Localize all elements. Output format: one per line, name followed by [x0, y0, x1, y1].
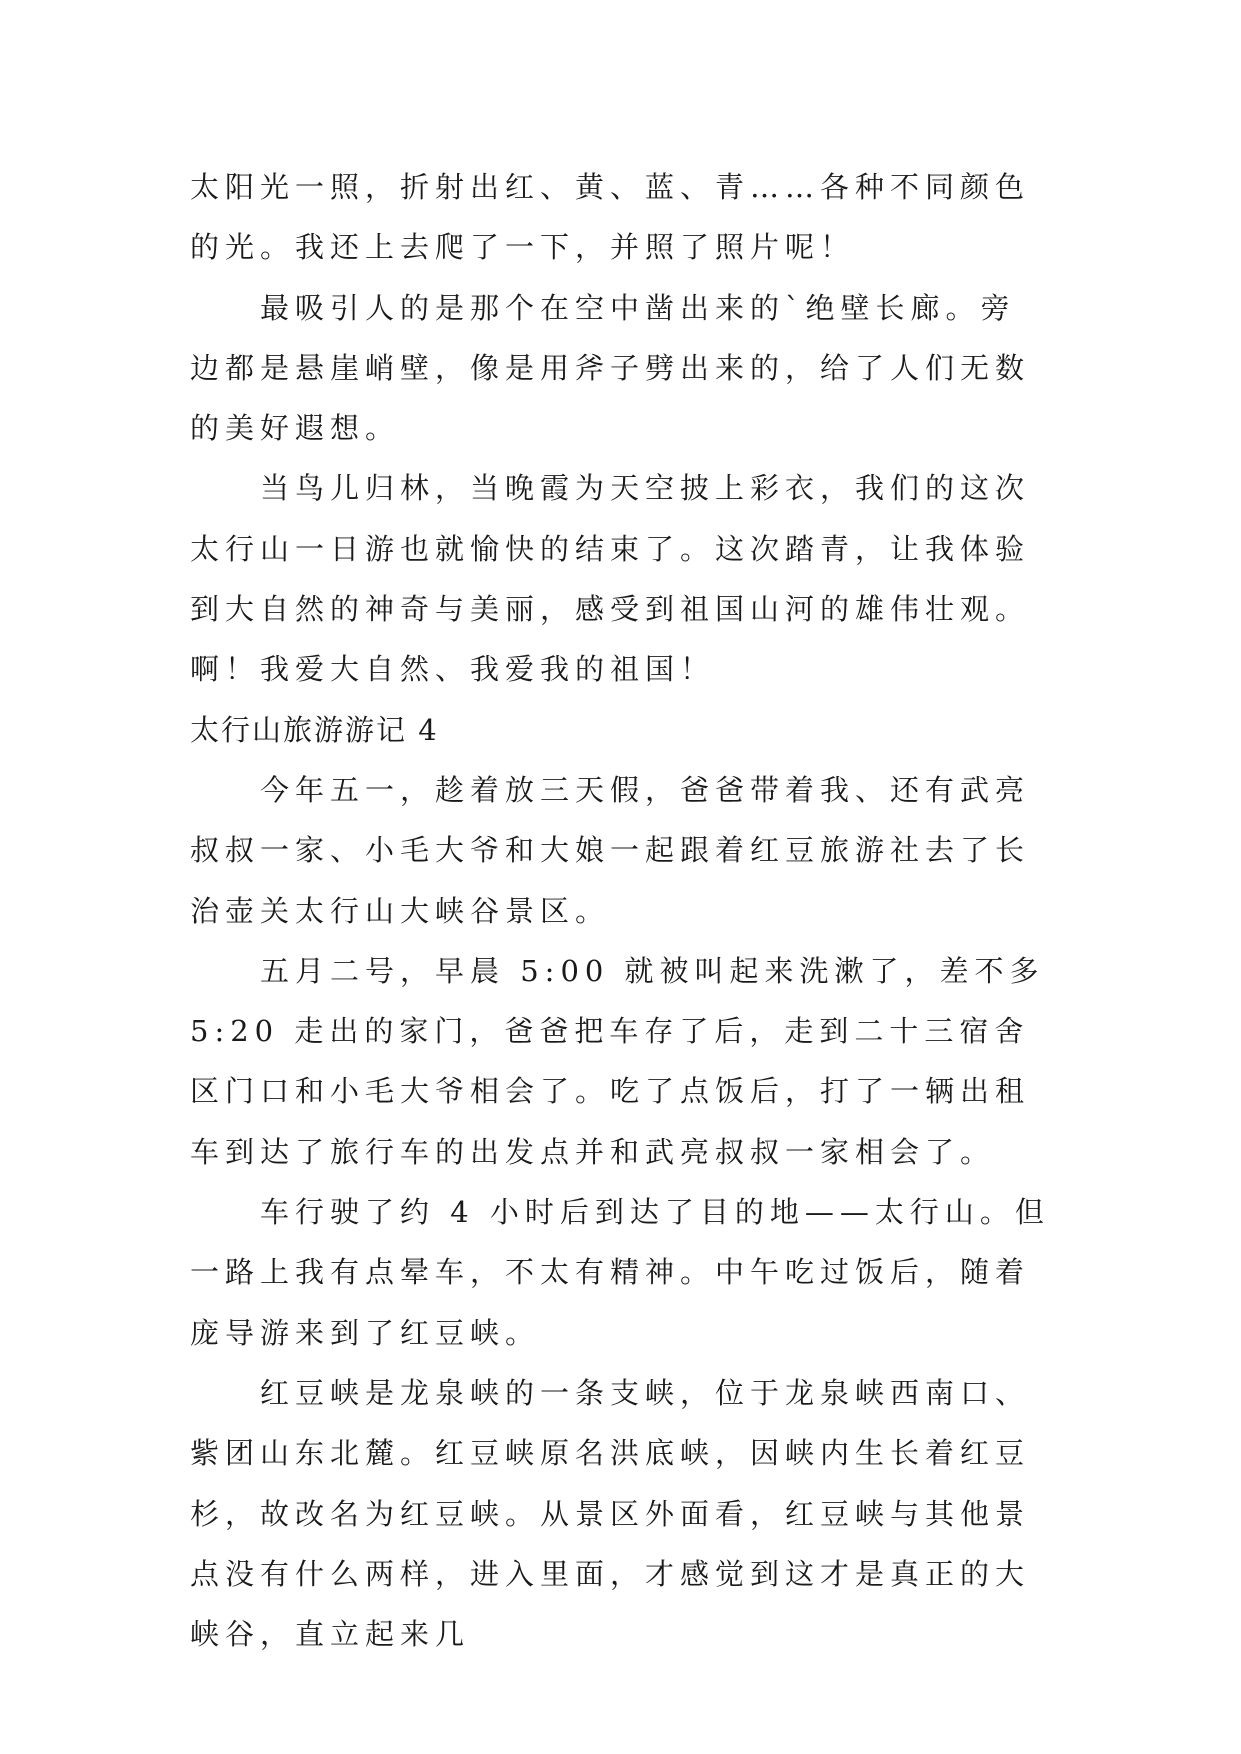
document-body [190, 157, 1050, 1664]
paragraph: 五月二号，早晨 5:00 就被叫起来洗漱了，差不多 5:20 走出的家门，爸爸把车存了后，走到二十三宿舍区门口和小毛大爷相会了。吃了点饭后，打了一辆出租车到达了旅行车的出发点并和武亮叔叔一家相会了。 [190, 953, 1045, 1169]
paragraph: 最吸引人的是那个在空中凿出来的`绝壁长廊。旁边都是悬崖峭壁，像是用斧子劈出来的，给了人们无数的美好遐想。 [190, 290, 1031, 446]
paragraph: 红豆峡是龙泉峡的一条支峡，位于龙泉峡西南口、紫团山东北麓。红豆峡原名洪底峡，因峡内生长着红豆杉，故改名为红豆峡。从景区外面看，红豆峡与其他景点没有什么两样，进入里面，才感觉到这才是真正的大峡谷，直立起来几 [190, 1375, 1031, 1652]
paragraph: 车行驶了约 4 小时后到达了目的地——太行山。但一路上我有点晕车，不太有精神。中午吃过饭后，随着庞导游来到了红豆峡。 [190, 1195, 1050, 1350]
section-heading: 太行山旅游游记 4 [190, 712, 439, 747]
paragraph: 当鸟儿归林，当晚霞为天空披上彩衣，我们的这次太行山一日游也就愉快的结束了。这次踏青，让我体验到大自然的神奇与美丽，感受到祖国山河的雄伟壮观。啊！我爱大自然、我爱我的祖国！ [190, 471, 1031, 687]
paragraph: 今年五一，趁着放三天假，爸爸带着我、还有武亮叔叔一家、小毛大爷和大娘一起跟着红豆旅游社去了长治壶关太行山大峡谷景区。 [190, 772, 1031, 928]
paragraph: 太阳光一照，折射出红、黄、蓝、青……各种不同颜色的光。我还上去爬了一下，并照了照片呢！ [190, 170, 1031, 265]
